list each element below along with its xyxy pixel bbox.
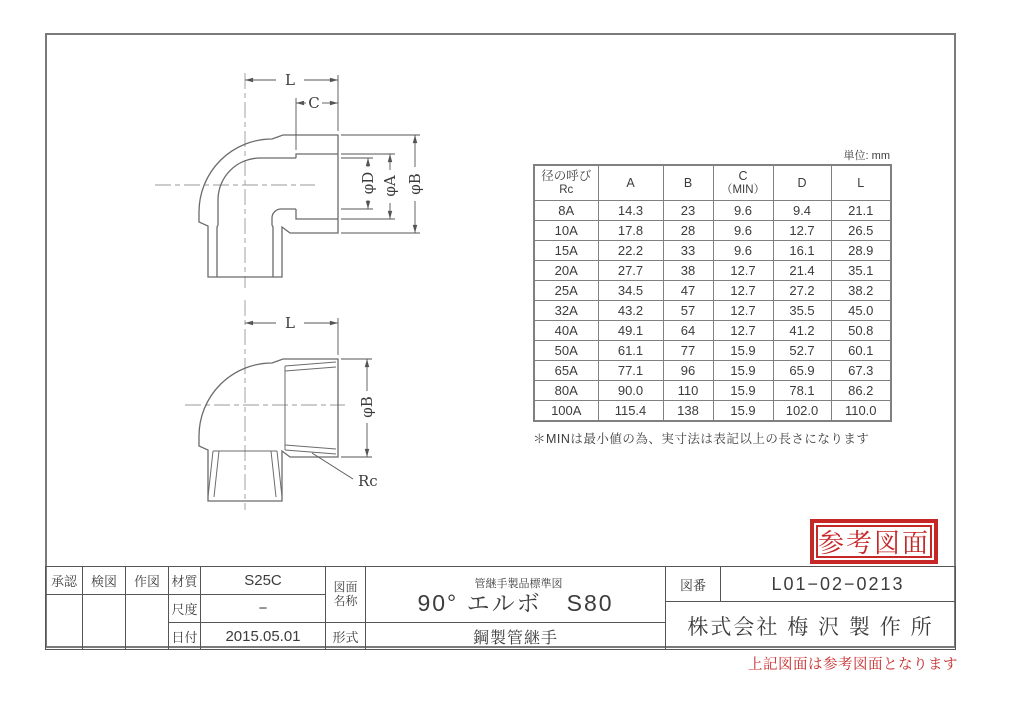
table-cell: 9.4: [773, 201, 831, 221]
draft-header: 作図: [125, 566, 169, 595]
table-cell: 38: [663, 261, 713, 281]
drawing-number-label: 図番: [665, 566, 721, 602]
table-cell: 14.3: [598, 201, 663, 221]
table-cell: 15.9: [713, 341, 773, 361]
top-view-outline: [199, 135, 338, 277]
footer-note: 上記図面は参考図面となります: [748, 657, 958, 673]
scale-value: −: [200, 594, 326, 623]
top-view-socket-bore: [296, 154, 338, 219]
table-cell: 96: [663, 361, 713, 381]
table-cell: 45.0: [831, 301, 891, 321]
draft-cell: [125, 594, 169, 650]
table-cell: 67.3: [831, 361, 891, 381]
column-header: A: [598, 165, 663, 201]
table-cell: 61.1: [598, 341, 663, 361]
centerlines-top: [155, 73, 315, 288]
label-Rc: Rc: [358, 472, 378, 490]
dimension-table: [533, 164, 892, 422]
thread-bottom-right: [271, 451, 282, 497]
scale-label: 尺度: [168, 594, 201, 623]
drawing-name-small: 管継手製品標準図: [474, 578, 563, 591]
table-cell: 102.0: [773, 401, 831, 422]
column-header: C （MIN）: [713, 165, 773, 201]
table-cell: 35.1: [831, 261, 891, 281]
table-cell: 35.5: [773, 301, 831, 321]
drawing-name-label: [325, 566, 366, 623]
unit-label: 単位: mm: [843, 150, 890, 162]
table-row: [534, 281, 891, 301]
table-cell: 27.2: [773, 281, 831, 301]
table-cell: 15.9: [713, 401, 773, 422]
table-cell: 64: [663, 321, 713, 341]
table-cell: 86.2: [831, 381, 891, 401]
table-row: [534, 241, 891, 261]
table-cell: 21.1: [831, 201, 891, 221]
material-value: S25C: [200, 566, 326, 595]
table-cell: 27.7: [598, 261, 663, 281]
check-header: 検図: [82, 566, 126, 595]
top-view-bore-upper: [217, 158, 296, 277]
table-row: [534, 301, 891, 321]
table-row: [534, 381, 891, 401]
table-cell: 38.2: [831, 281, 891, 301]
label-phiD: φD: [359, 171, 377, 195]
table-cell: 41.2: [773, 321, 831, 341]
table-cell: 15.9: [713, 361, 773, 381]
thread-bottom-left: [208, 451, 219, 497]
table-cell: 47: [663, 281, 713, 301]
table-cell: 8A: [534, 201, 598, 221]
table-row: [534, 401, 891, 422]
table-cell: 20A: [534, 261, 598, 281]
table-cell: 57: [663, 301, 713, 321]
table-cell: 77: [663, 341, 713, 361]
table-cell: 12.7: [713, 281, 773, 301]
thread-right-top: [285, 362, 336, 371]
thread-lines: [208, 362, 336, 497]
type-label: 形式: [325, 622, 366, 650]
column-header: 径の呼び Rc: [534, 165, 598, 201]
table-cell: 49.1: [598, 321, 663, 341]
title-block: [45, 566, 956, 650]
table-cell: 17.8: [598, 221, 663, 241]
column-header: L: [831, 165, 891, 201]
table-cell: 115.4: [598, 401, 663, 422]
table-cell: 77.1: [598, 361, 663, 381]
top-view-body: [199, 135, 338, 277]
table-cell: 65.9: [773, 361, 831, 381]
company-name: 株式会社 梅 沢 製 作 所: [665, 601, 956, 650]
table-cell: 22.2: [598, 241, 663, 261]
table-cell: 9.6: [713, 201, 773, 221]
table-cell: 50.8: [831, 321, 891, 341]
reference-stamp-text: 参考図面: [816, 525, 932, 558]
table-row: [534, 261, 891, 281]
table-cell: 80A: [534, 381, 598, 401]
column-header: D: [773, 165, 831, 201]
table-cell: 10A: [534, 221, 598, 241]
drawing-name-cell: [365, 566, 666, 623]
table-cell: 16.1: [773, 241, 831, 261]
label-phiB-bottom: φB: [358, 396, 376, 418]
table-cell: 34.5: [598, 281, 663, 301]
table-cell: 90.0: [598, 381, 663, 401]
table-cell: 26.5: [831, 221, 891, 241]
table-cell: 15.9: [713, 381, 773, 401]
table-cell: 9.6: [713, 241, 773, 261]
table-row: [534, 201, 891, 221]
date-label: 日付: [168, 622, 201, 650]
elbow-drawing: [60, 55, 500, 525]
table-cell: 110: [663, 381, 713, 401]
centerlines-bottom: [185, 300, 345, 510]
label-phiA: φA: [381, 175, 399, 197]
table-cell: 52.7: [773, 341, 831, 361]
table-cell: 60.1: [831, 341, 891, 361]
table-row: [534, 321, 891, 341]
column-header: B: [663, 165, 713, 201]
bottom-view-body: [199, 359, 338, 501]
label-L-top: L: [285, 71, 295, 89]
table-cell: 28.9: [831, 241, 891, 261]
date-value: 2015.05.01: [200, 622, 326, 650]
table-cell: 100A: [534, 401, 598, 422]
table-cell: 28: [663, 221, 713, 241]
drawing-name-label-line1: 図面: [333, 579, 358, 594]
drawing-name-label-line2: 名称: [333, 593, 358, 608]
table-cell: 21.4: [773, 261, 831, 281]
table-cell: 78.1: [773, 381, 831, 401]
label-L-bottom: L: [285, 314, 295, 332]
table-cell: 23: [663, 201, 713, 221]
table-cell: 138: [663, 401, 713, 422]
approval-header: 承認: [45, 566, 83, 595]
table-cell: 9.6: [713, 221, 773, 241]
table-cell: 110.0: [831, 401, 891, 422]
table-row: [534, 361, 891, 381]
table-cell: 33: [663, 241, 713, 261]
table-cell: 43.2: [598, 301, 663, 321]
top-view-bore-lower: [272, 209, 296, 277]
table-head: [534, 165, 891, 201]
drawing-number-value: L01−02−0213: [720, 566, 956, 602]
table-cell: 65A: [534, 361, 598, 381]
size-table-body: [534, 201, 891, 422]
thread-right-bottom: [285, 445, 336, 454]
approval-cell: [45, 594, 83, 650]
check-cell: [82, 594, 126, 650]
bottom-view-outline: [199, 359, 338, 501]
table-cell: 40A: [534, 321, 598, 341]
table-cell: 12.7: [713, 261, 773, 281]
table-row: [534, 341, 891, 361]
material-label: 材質: [168, 566, 201, 595]
table-cell: 15A: [534, 241, 598, 261]
type-value: 鋼製管継手: [365, 622, 666, 650]
table-cell: 32A: [534, 301, 598, 321]
min-note: ＊MINは最小値の為、実寸法は表記以上の長さになります: [533, 432, 870, 446]
label-phiB: φB: [406, 173, 424, 195]
table-cell: 12.7: [713, 301, 773, 321]
table-row: [534, 221, 891, 241]
table-cell: 12.7: [713, 321, 773, 341]
drawing-name-main: 90° エルボ S80: [417, 590, 614, 617]
label-C-top: C: [308, 94, 320, 112]
dimensions-bottom: [245, 318, 372, 479]
table-cell: 25A: [534, 281, 598, 301]
table-cell: 50A: [534, 341, 598, 361]
table-cell: 12.7: [773, 221, 831, 241]
reference-stamp: [810, 519, 938, 564]
header-row: [534, 165, 891, 201]
